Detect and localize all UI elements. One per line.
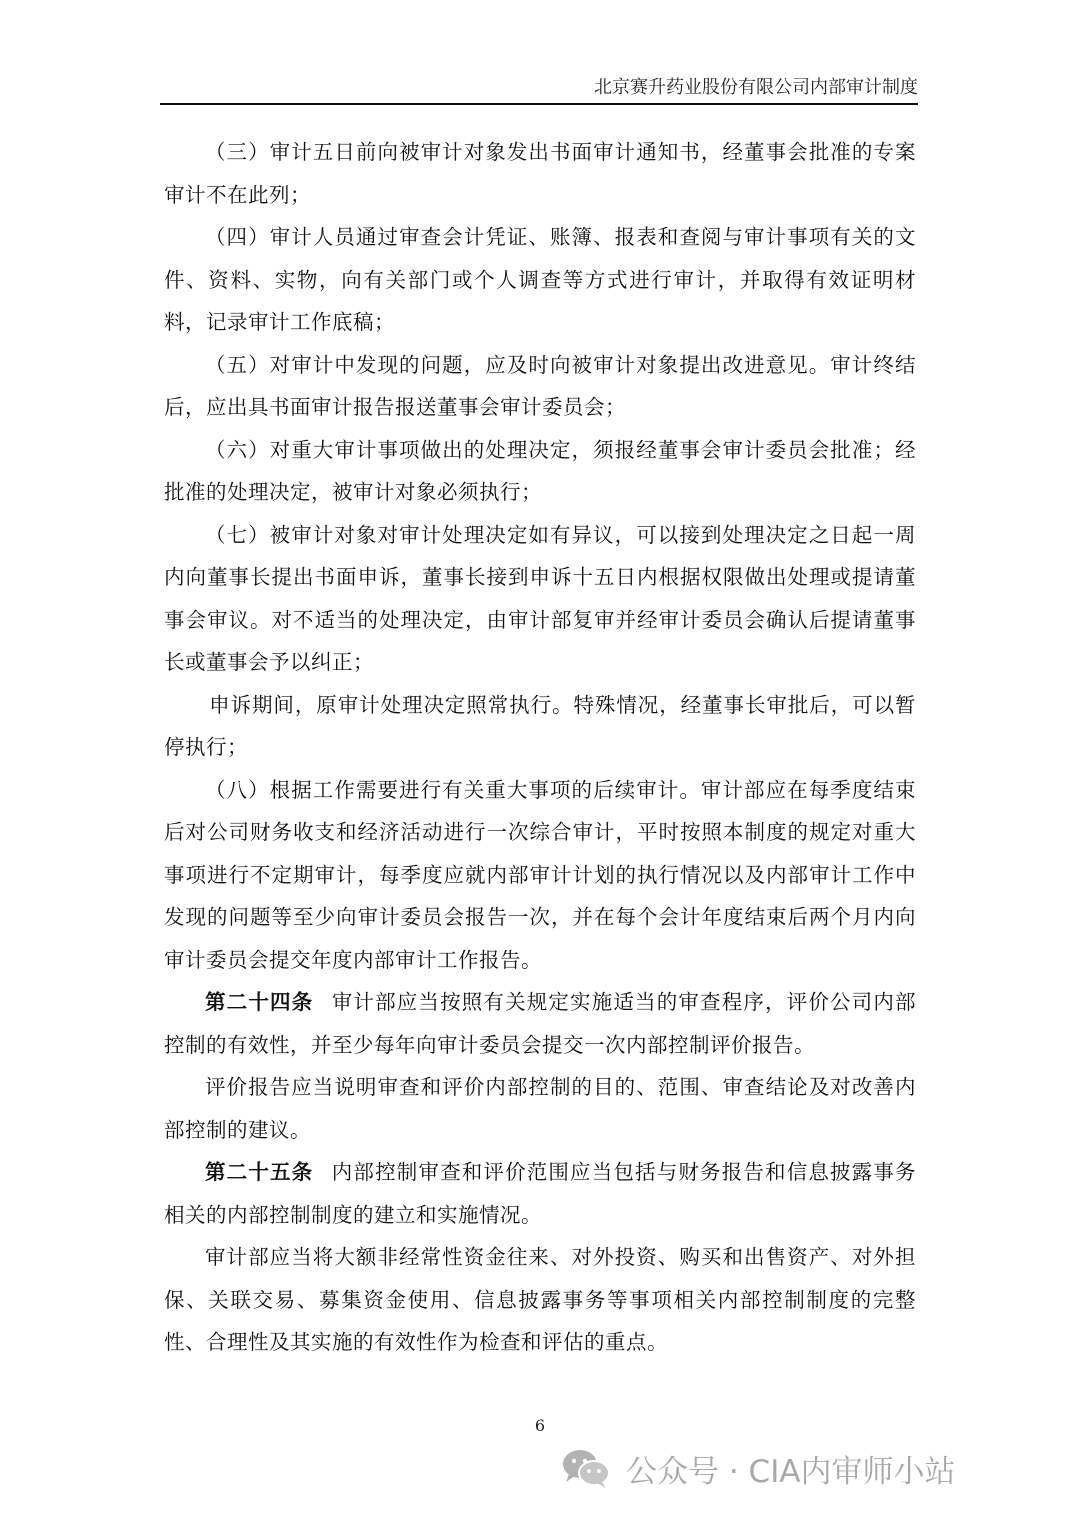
article-24-followup: 评价报告应当说明审查和评价内部控制的目的、范围、审查结论及对改善内部控制的建议。 [164,1075,916,1142]
article-24 [164,981,916,1066]
wechat-icon [560,1447,612,1489]
clause-3: （三）审计五日前向被审计对象发出书面审计通知书，经董事会批准的专案审计不在此列； [164,140,916,207]
watermark [560,1446,956,1490]
article-24-text: 审计部应当按照有关规定实施适当的审查程序，评价公司内部控制的有效性，并至少每年向审计委员会提交一次内部控制评价报告。 [164,990,917,1057]
article-25-followup: 审计部应当将大额非经常性资金往来、对外投资、购买和出售资产、对外担保、关联交易、募集资金使用、信息披露事务等事项相关内部控制制度的完整性、合理性及其实施的有效性作为检查和评估的重点。 [164,1245,916,1354]
clause-5: （五）对审计中发现的问题，应及时向被审计对象提出改进意见。审计终结后，应出具书面审计报告报送董事会审计委员会； [164,352,916,419]
clause-8: （八）根据工作需要进行有关重大事项的后续审计。审计部应在每季度结束后对公司财务收支和经济活动进行一次综合审计，平时按照本制度的规定对重大事项进行不定期审计，每季度应就内部审计计划的执行情况以及内部审计工作中发现的问题等至少向审计委员会报告一次，并在每个会计年度结束后两个月内向审计委员会提交年度内部审计工作报告。 [164,777,916,972]
article-25-title: 第二十五条 [205,1160,314,1184]
document-body [164,131,916,1364]
page-number: 6 [534,1416,546,1435]
header-title: 北京赛升药业股份有限公司内部审计制度 [594,77,918,98]
clause-7: （七）被审计对象对审计处理决定如有异议，可以接到处理决定之日起一周内向董事长提出书面申诉，董事长接到申诉十五日内根据权限做出处理或提请董事会审议。对不适当的处理决定，由审计部复审并经审计委员会确认后提请董事长或董事会予以纠正； [164,522,916,674]
clause-6: （六）对重大审计事项做出的处理决定，须报经董事会审计委员会批准；经批准的处理决定，被审计对象必须执行； [164,437,916,504]
article-24-title: 第二十四条 [205,990,314,1014]
document-header [160,76,918,104]
article-25-text: 内部控制审查和评价范围应当包括与财务报告和信息披露事务相关的内部控制制度的建立和实施情况。 [164,1160,917,1227]
appeal-period-paragraph: 申诉期间，原审计处理决定照常执行。特殊情况，经董事长审批后，可以暂停执行； [164,692,916,759]
clause-4: （四）审计人员通过审查会计凭证、账簿、报表和查阅与审计事项有关的文件、资料、实物，向有关部门或个人调查等方式进行审计，并取得有效证明材料，记录审计工作底稿； [164,225,916,334]
header-divider [160,103,918,105]
article-25 [164,1151,916,1236]
watermark-text: 公众号 · CIA内审师小站 [626,1453,956,1490]
